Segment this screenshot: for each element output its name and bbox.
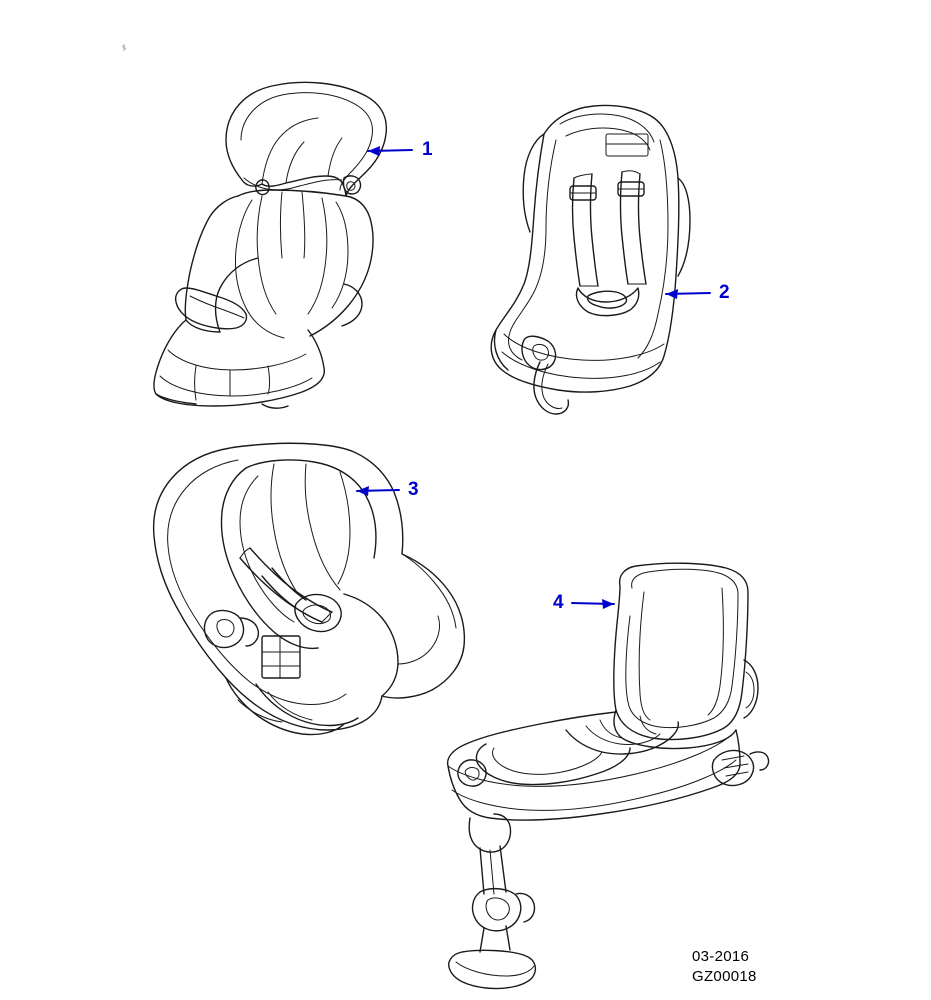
callout-number-3[interactable]: 3 xyxy=(408,479,419,500)
callout-number-4[interactable]: 4 xyxy=(553,592,564,613)
part-high-back-booster-seat xyxy=(154,82,386,408)
callout-number-2[interactable]: 2 xyxy=(719,282,730,303)
footer-drawing-number: GZ00018 xyxy=(692,968,757,985)
callout-leader-1 xyxy=(368,146,412,156)
callout-leader-3 xyxy=(357,486,399,496)
part-toddler-harness-seat xyxy=(491,106,690,415)
part-isofix-base xyxy=(448,563,769,988)
corner-tick-mark xyxy=(122,44,126,51)
callout-leader-4 xyxy=(572,599,614,609)
footer-date: 03-2016 xyxy=(692,948,750,965)
callout-leader-2 xyxy=(666,289,710,299)
callout-number-1[interactable]: 1 xyxy=(422,139,433,160)
